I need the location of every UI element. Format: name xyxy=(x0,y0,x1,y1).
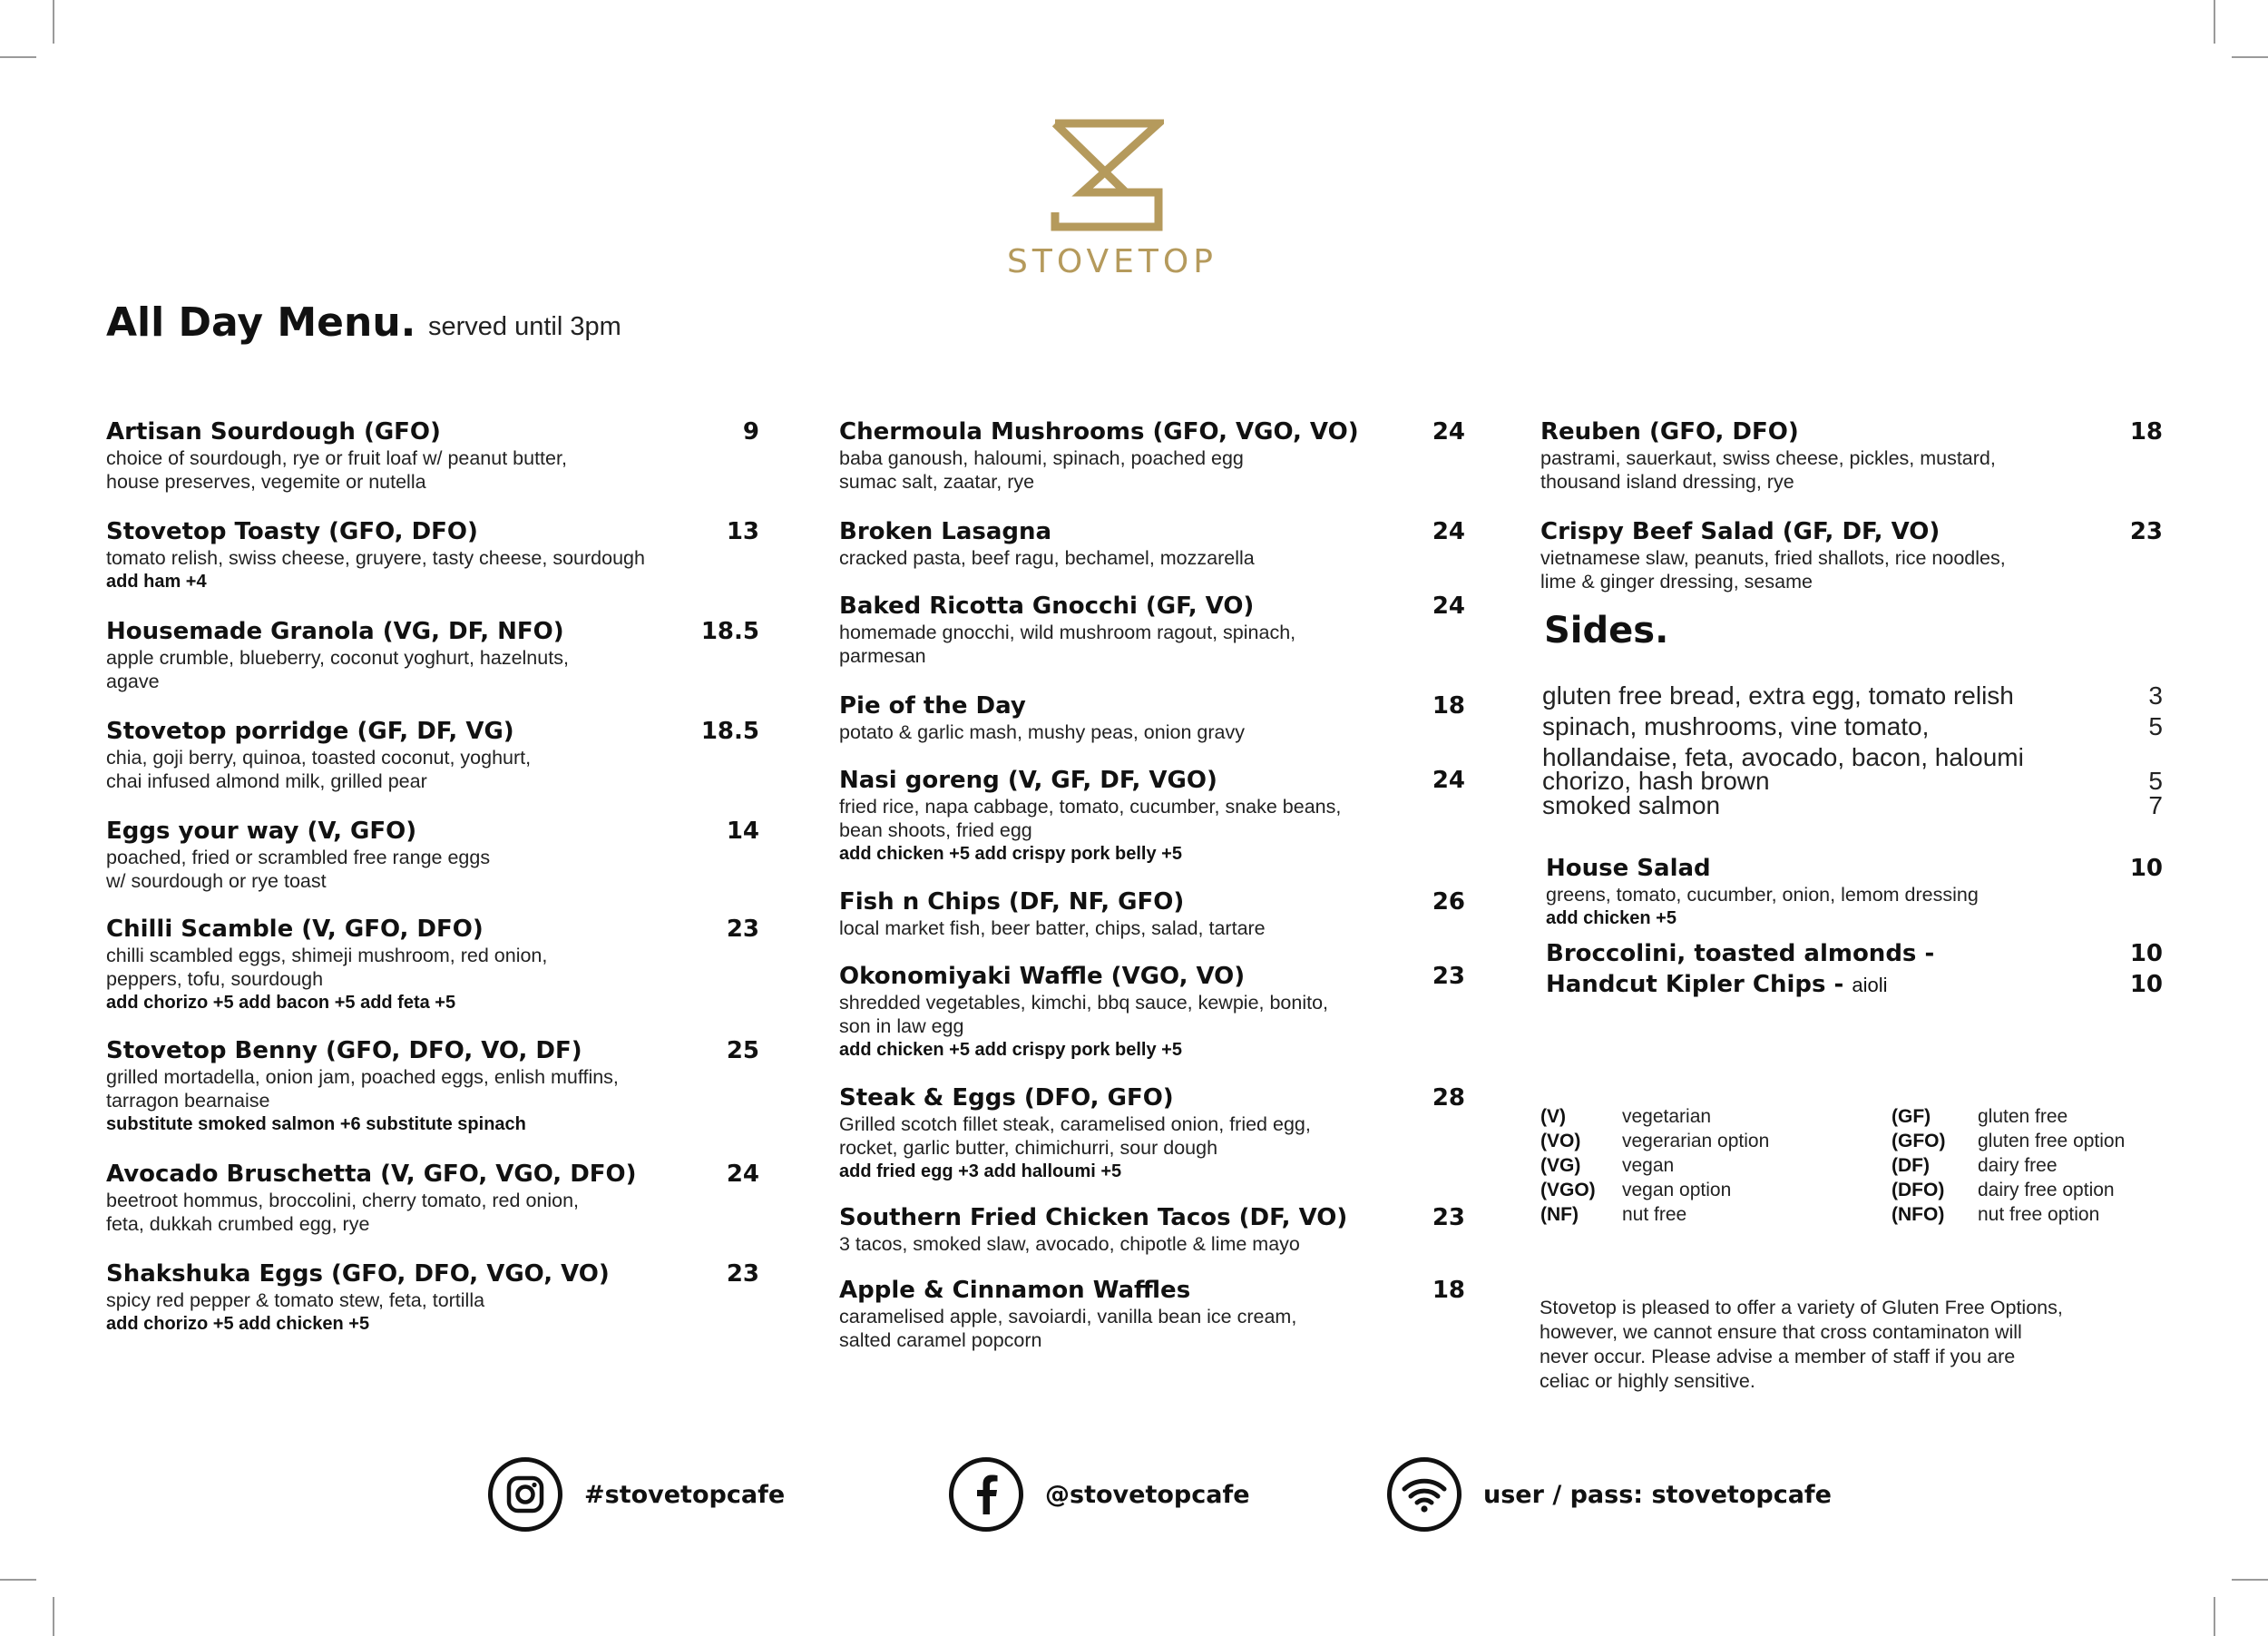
item-sauce: aioli xyxy=(1852,974,1888,996)
item-description: thousand island dressing, rye xyxy=(1540,471,1794,493)
item-description: 3 tacos, smoked slaw, avocado, chipotle & lime mayo xyxy=(839,1233,1300,1255)
side-line: spinach, mushrooms, vine tomato, 5 xyxy=(1542,712,2163,740)
item-name: Apple & Cinnamon Waffles xyxy=(839,1277,1191,1304)
menu-item xyxy=(106,817,759,893)
menu-item-broccolini xyxy=(1546,939,2163,968)
item-name: Avocado Bruschetta (V, GFO, VGO, DFO) xyxy=(106,1161,637,1188)
item-price: 10 xyxy=(2129,855,2163,882)
dietary-legend xyxy=(1540,1105,2166,1226)
menu-item xyxy=(106,1160,759,1236)
item-description: baba ganoush, haloumi, spinach, poached egg xyxy=(839,447,1244,469)
notice-line: celiac or highly sensitive. xyxy=(1540,1370,1755,1392)
wifi-icon xyxy=(1387,1457,1461,1532)
item-name: Broccolini, toasted almonds - xyxy=(1546,940,1935,967)
item-price: 23 xyxy=(2129,518,2163,545)
facebook-link[interactable] xyxy=(949,1457,1250,1532)
facebook-icon xyxy=(949,1457,1023,1532)
item-name: Reuben (GFO, DFO) xyxy=(1540,418,1799,446)
item-price: 14 xyxy=(726,818,759,845)
item-name: Southern Fried Chicken Tacos (DF, VO) xyxy=(839,1204,1348,1231)
legend-label: vegan xyxy=(1622,1155,1675,1176)
item-name: Pie of the Day xyxy=(839,692,1026,720)
menu-item-house-salad xyxy=(1546,854,2163,930)
menu-item xyxy=(106,1259,759,1336)
facebook-handle: @stovetopcafe xyxy=(1045,1480,1250,1509)
menu-column-2 xyxy=(839,417,1465,1352)
legend-code: (NFO) xyxy=(1892,1204,1945,1225)
item-price: 13 xyxy=(726,518,759,545)
item-description: potato & garlic mash, mushy peas, onion gravy xyxy=(839,721,1245,743)
legend-label: vegerarian option xyxy=(1622,1131,1770,1151)
item-addon: add chorizo +5 add chicken +5 xyxy=(106,1314,370,1334)
item-description: spicy red pepper & tomato stew, feta, tortilla xyxy=(106,1289,485,1311)
legend-code: (NF) xyxy=(1540,1204,1579,1225)
item-description: vietnamese slaw, peanuts, fried shallots, rice noodles, xyxy=(1540,547,2006,569)
item-price: 24 xyxy=(726,1161,759,1188)
item-name: House Salad xyxy=(1546,855,1711,882)
item-description: house preserves, vegemite or nutella xyxy=(106,471,426,493)
legend-code: (VGO) xyxy=(1540,1180,1596,1200)
item-price: 18 xyxy=(1432,692,1465,720)
menu-item xyxy=(839,766,1465,866)
wifi-credentials: user / pass: stovetopcafe xyxy=(1483,1480,1832,1509)
item-price: 23 xyxy=(1432,963,1465,990)
notice-line: Stovetop is pleased to offer a variety of Gluten Free Options, xyxy=(1540,1297,2063,1318)
legend-label: vegan option xyxy=(1622,1180,1732,1200)
item-price: 23 xyxy=(726,1260,759,1288)
item-name: Fish n Chips (DF, NF, GFO) xyxy=(839,888,1185,916)
legend-label: nut free option xyxy=(1978,1204,2100,1225)
legend-code: (V) xyxy=(1540,1106,1566,1127)
brand-name: STOVETOP xyxy=(1007,243,1217,280)
menu-item xyxy=(839,1203,1465,1256)
item-name: Steak & Eggs (DFO, GFO) xyxy=(839,1084,1174,1112)
item-price: 24 xyxy=(1432,767,1465,794)
legend-code: (VG) xyxy=(1540,1155,1581,1176)
instagram-handle: #stovetopcafe xyxy=(584,1480,786,1509)
item-description: bean shoots, fried egg xyxy=(839,819,1032,841)
legend-label: dairy free option xyxy=(1978,1180,2115,1200)
item-price: 24 xyxy=(1432,518,1465,545)
item-name: Stovetop porridge (GF, DF, VG) xyxy=(106,718,514,745)
crop-mark xyxy=(2232,56,2268,58)
brand-logo xyxy=(1007,118,1217,280)
wifi-info xyxy=(1387,1457,1832,1532)
item-description: parmesan xyxy=(839,645,926,667)
legend-label: gluten free xyxy=(1978,1106,2068,1127)
menu-item xyxy=(106,517,759,593)
item-description: tarragon bearnaise xyxy=(106,1090,270,1112)
crop-mark xyxy=(2232,1579,2268,1581)
item-description: homemade gnocchi, wild mushroom ragout, spinach, xyxy=(839,622,1296,643)
legend-label: gluten free option xyxy=(1978,1131,2126,1151)
item-addon: add chorizo +5 add bacon +5 add feta +5 xyxy=(106,993,456,1013)
item-addon: add ham +4 xyxy=(106,572,207,592)
legend-code: (VO) xyxy=(1540,1131,1581,1151)
notice-line: however, we cannot ensure that cross contaminaton will xyxy=(1540,1321,2022,1343)
item-description: w/ sourdough or rye toast xyxy=(106,870,327,892)
menu-item xyxy=(106,717,759,793)
menu-item xyxy=(839,1276,1465,1352)
menu-item xyxy=(1540,417,2163,494)
stovetop-logo-icon xyxy=(1050,118,1164,232)
crop-mark xyxy=(53,0,54,44)
menu-item xyxy=(839,592,1465,668)
menu-item xyxy=(106,617,759,693)
item-description: chilli scambled eggs, shimeji mushroom, red onion, xyxy=(106,945,548,966)
side-line: hollandaise, feta, avocado, bacon, haloumi xyxy=(1542,743,2024,771)
menu-item xyxy=(839,887,1465,940)
instagram-icon xyxy=(488,1457,562,1532)
item-addon: add chicken +5 xyxy=(1546,908,1677,928)
item-price: 9 xyxy=(742,418,759,446)
item-description: rocket, garlic butter, chimichurri, sour dough xyxy=(839,1137,1218,1159)
item-description: chia, goji berry, quinoa, toasted coconut, yoghurt, xyxy=(106,747,532,769)
item-price: 10 xyxy=(2129,971,2163,998)
crop-mark xyxy=(53,1597,54,1636)
item-name: Shakshuka Eggs (GFO, DFO, VGO, VO) xyxy=(106,1260,610,1288)
crop-mark xyxy=(0,1579,36,1581)
item-description: agave xyxy=(106,671,160,692)
item-addon: substitute smoked salmon +6 substitute spinach xyxy=(106,1114,526,1134)
item-description: beetroot hommus, broccolini, cherry tomato, red onion, xyxy=(106,1190,580,1211)
item-price: 18 xyxy=(2129,418,2163,446)
item-description: Grilled scotch fillet steak, caramelised onion, fried egg, xyxy=(839,1113,1311,1135)
item-name: Crispy Beef Salad (GF, DF, VO) xyxy=(1540,518,1941,545)
legend-label: vegetarian xyxy=(1622,1106,1712,1127)
item-description: chai infused almond milk, grilled pear xyxy=(106,770,427,792)
menu-item xyxy=(106,915,759,1014)
item-name: Chermoula Mushrooms (GFO, VGO, VO) xyxy=(839,418,1359,446)
legend-code: (DFO) xyxy=(1892,1180,1945,1200)
item-description: local market fish, beer batter, chips, salad, tartare xyxy=(839,917,1266,939)
item-name: Handcut Kipler Chips - aioli xyxy=(1546,971,1888,998)
item-description: lime & ginger dressing, sesame xyxy=(1540,571,1813,593)
legend-code: (DF) xyxy=(1892,1155,1930,1176)
item-name: Artisan Sourdough (GFO) xyxy=(106,418,441,446)
item-price: 24 xyxy=(1432,593,1465,620)
notice-line: never occur. Please advise a member of staff if you are xyxy=(1540,1346,2016,1367)
item-description: caramelised apple, savoiardi, vanilla bean ice cream, xyxy=(839,1306,1297,1327)
sides-list xyxy=(1542,682,2163,819)
sides-title: Sides. xyxy=(1544,610,1669,651)
item-description: cracked pasta, beef ragu, bechamel, mozzarella xyxy=(839,547,1255,569)
item-name: Okonomiyaki Waffle (VGO, VO) xyxy=(839,963,1246,990)
crop-mark xyxy=(2214,1597,2215,1636)
menu-column-1 xyxy=(106,417,759,1336)
item-price: 18.5 xyxy=(700,618,759,645)
item-name: Stovetop Toasty (GFO, DFO) xyxy=(106,518,478,545)
item-description: salted caramel popcorn xyxy=(839,1329,1042,1351)
menu-item xyxy=(839,691,1465,744)
item-price: 26 xyxy=(1432,888,1465,916)
item-price: 25 xyxy=(726,1037,759,1064)
legend-label: dairy free xyxy=(1978,1155,2058,1176)
crop-mark xyxy=(0,56,36,58)
menu-item-chips xyxy=(1546,970,2163,1000)
item-description: fried rice, napa cabbage, tomato, cucumber, snake beans, xyxy=(839,796,1342,818)
item-name: Stovetop Benny (GFO, DFO, VO, DF) xyxy=(106,1037,582,1064)
side-line: chorizo, hash brown 5 xyxy=(1542,767,2163,795)
item-price: 10 xyxy=(2129,940,2163,967)
item-name: Chilli Scamble (V, GFO, DFO) xyxy=(106,916,484,943)
item-addon: add chicken +5 add crispy pork belly +5 xyxy=(839,1040,1182,1060)
item-name: Housemade Granola (VG, DF, NFO) xyxy=(106,618,564,645)
item-addon: add chicken +5 add crispy pork belly +5 xyxy=(839,844,1182,864)
item-price: 18.5 xyxy=(700,718,759,745)
side-line: smoked salmon 7 xyxy=(1542,791,2163,819)
menu-item xyxy=(1540,517,2163,593)
legend-code: (GFO) xyxy=(1892,1131,1946,1151)
menu-item xyxy=(839,417,1465,494)
menu-item xyxy=(839,962,1465,1062)
menu-item xyxy=(106,417,759,494)
item-price: 24 xyxy=(1432,418,1465,446)
item-description: sumac salt, zaatar, rye xyxy=(839,471,1035,493)
instagram-link[interactable] xyxy=(488,1457,785,1532)
side-line: gluten free bread, extra egg, tomato relish 3 xyxy=(1542,681,2163,710)
item-price: 23 xyxy=(726,916,759,943)
item-description: peppers, tofu, sourdough xyxy=(106,968,324,990)
item-name: Broken Lasagna xyxy=(839,518,1052,545)
item-description: shredded vegetables, kimchi, bbq sauce, kewpie, bonito, xyxy=(839,992,1329,1014)
item-addon: add fried egg +3 add halloumi +5 xyxy=(839,1161,1122,1181)
item-name: Baked Ricotta Gnocchi (GF, VO) xyxy=(839,593,1255,620)
legend-code: (GF) xyxy=(1892,1106,1931,1127)
item-price: 18 xyxy=(1432,1277,1465,1304)
menu-subtitle: served until 3pm xyxy=(428,312,621,341)
item-description: tomato relish, swiss cheese, gruyere, tasty cheese, sourdough xyxy=(106,547,645,569)
menu-column-3 xyxy=(1540,417,2163,1000)
item-description: choice of sourdough, rye or fruit loaf w/ peanut butter, xyxy=(106,447,567,469)
menu-item xyxy=(839,1083,1465,1183)
legend-label: nut free xyxy=(1622,1204,1687,1225)
item-description: greens, tomato, cucumber, onion, lemom dressing xyxy=(1546,884,1979,906)
menu-item xyxy=(839,517,1465,570)
item-description: feta, dukkah crumbed egg, rye xyxy=(106,1213,370,1235)
item-description: poached, fried or scrambled free range eggs xyxy=(106,847,491,868)
menu-title: All Day Menu. xyxy=(106,299,416,346)
item-description: son in law egg xyxy=(839,1015,964,1037)
item-description: apple crumble, blueberry, coconut yoghurt, hazelnuts, xyxy=(106,647,569,669)
item-description: grilled mortadella, onion jam, poached eggs, enlish muffins, xyxy=(106,1066,619,1088)
menu-item xyxy=(106,1036,759,1136)
item-price: 28 xyxy=(1432,1084,1465,1112)
item-name: Nasi goreng (V, GF, DF, VGO) xyxy=(839,767,1217,794)
item-description: pastrami, sauerkaut, swiss cheese, pickles, mustard, xyxy=(1540,447,1996,469)
item-name: Eggs your way (V, GFO) xyxy=(106,818,417,845)
item-price: 23 xyxy=(1432,1204,1465,1231)
crop-mark xyxy=(2214,0,2215,44)
gluten-free-notice xyxy=(1540,1296,2193,1394)
